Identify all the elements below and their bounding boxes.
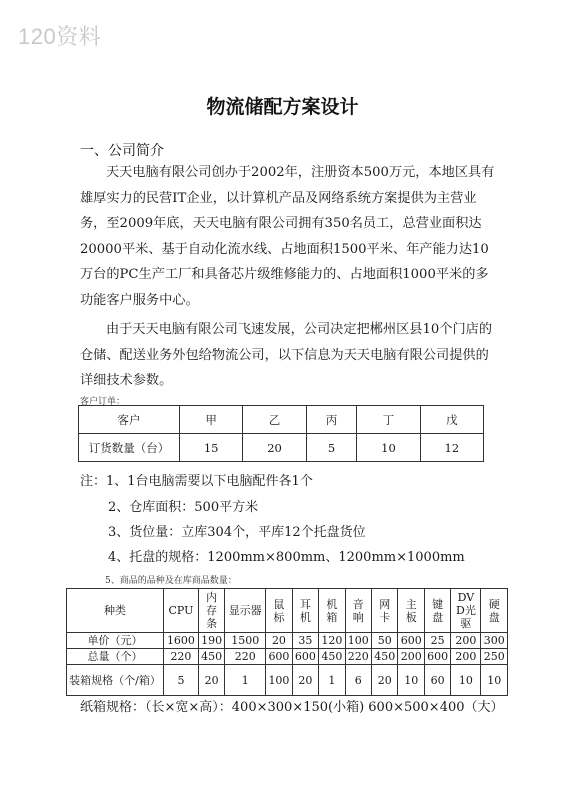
table-cell: 25 — [424, 633, 450, 649]
orders-caption: 客户订单： — [80, 397, 126, 407]
table-cell: 450 — [198, 649, 224, 665]
carton-spec: 纸箱规格：（长×宽×高）：400×300×150(小箱) 600×500×400（大） — [80, 700, 504, 715]
table-cell: 600 — [398, 633, 424, 649]
table-cell: 机箱 — [319, 589, 345, 633]
table-cell: 单价（元） — [67, 633, 164, 649]
table-cell: 190 — [198, 633, 224, 649]
table-cell: 20 — [198, 665, 224, 696]
table-cell: 耳机 — [292, 589, 318, 633]
table-cell: 300 — [481, 633, 508, 649]
table-cell: 220 — [164, 649, 199, 665]
table-cell: 12 — [420, 434, 483, 462]
table-cell: 600 — [424, 649, 450, 665]
table-cell: 20 — [292, 665, 318, 696]
page-title: 物流储配方案设计 — [206, 96, 359, 118]
table-cell: 10 — [451, 665, 481, 696]
table-cell: 20 — [266, 633, 292, 649]
table-row — [67, 665, 508, 696]
table-cell: 订货数量（台） — [79, 434, 180, 462]
table-cell: 100 — [345, 633, 371, 649]
table-cell: 显示器 — [225, 589, 266, 633]
table-cell: 硬盘 — [481, 589, 508, 633]
products-caption: 5、商品的品种及在库商品数量： — [105, 576, 237, 586]
table-cell: 1600 — [164, 633, 199, 649]
table-cell: 网卡 — [372, 589, 398, 633]
table-cell: 10 — [357, 434, 420, 462]
table-cell: 20 — [243, 434, 306, 462]
table-cell: 主板 — [398, 589, 424, 633]
table-cell: 60 — [424, 665, 450, 696]
table-cell: 200 — [451, 649, 481, 665]
table-cell: CPU — [164, 589, 199, 633]
table-cell: 50 — [372, 633, 398, 649]
table-cell: 乙 — [243, 406, 306, 434]
table-cell: 客户 — [79, 406, 180, 434]
company-intro-paragraph: 天天电脑有限公司创办于2002年，注册资本500万元，本地区具有雄厚实力的民营IT企业，以计算机产品及网络系统方案提供为主营业务，至2009年底，天天电脑有限公司拥有350名员工，总营业面积达20000平米、基于自动化流水线、占地面积1500平米、年产能力达10万台的PC生产工厂和具备芯片级维修能力的、占地面积1000平米的多功能客户服务中心。 — [80, 165, 495, 308]
table-cell: 1500 — [225, 633, 266, 649]
table-cell: 甲 — [180, 406, 243, 434]
table-cell: 120 — [319, 633, 345, 649]
table-cell: 450 — [372, 649, 398, 665]
table-cell: 600 — [292, 649, 318, 665]
table-cell: 220 — [225, 649, 266, 665]
table-cell: 戊 — [420, 406, 483, 434]
table-cell: 600 — [266, 649, 292, 665]
table-cell: 10 — [481, 665, 508, 696]
section-heading-company: 一、公司简介 — [80, 143, 164, 159]
note-line: 注：1、1台电脑需要以下电脑配件各1个 — [80, 474, 313, 489]
table-cell: 220 — [345, 649, 371, 665]
table-cell: 5 — [306, 434, 357, 462]
table-row — [67, 649, 508, 665]
table-cell: 丙 — [306, 406, 357, 434]
table-cell: 种类 — [67, 589, 164, 633]
table-cell: 键盘 — [424, 589, 450, 633]
table-cell: 总量（个） — [67, 649, 164, 665]
table-cell: 音响 — [345, 589, 371, 633]
table-cell: 1 — [319, 665, 345, 696]
table-cell: 装箱规格（个/箱） — [67, 665, 164, 696]
table-row — [79, 406, 484, 434]
table-row — [67, 589, 508, 633]
table-cell: 10 — [398, 665, 424, 696]
table-row — [79, 434, 484, 462]
table-cell: 200 — [451, 633, 481, 649]
table-cell: DVD光驱 — [451, 589, 481, 633]
table-cell: 内存条 — [198, 589, 224, 633]
table-cell: 35 — [292, 633, 318, 649]
table-cell: 15 — [180, 434, 243, 462]
table-cell: 6 — [345, 665, 371, 696]
table-cell: 100 — [266, 665, 292, 696]
table-cell: 5 — [164, 665, 199, 696]
watermark: 120资料 — [18, 24, 102, 49]
table-cell: 1 — [225, 665, 266, 696]
table-cell: 鼠标 — [266, 589, 292, 633]
note-line: 2、仓库面积：500平方米 — [108, 500, 259, 515]
table-cell: 450 — [319, 649, 345, 665]
note-line: 3、货位量：立库304个，平库12个托盘货位 — [108, 525, 366, 540]
table-cell: 丁 — [357, 406, 420, 434]
table-row — [67, 633, 508, 649]
products-table — [66, 588, 508, 696]
table-cell: 20 — [372, 665, 398, 696]
customer-orders-table — [78, 405, 484, 462]
table-cell: 250 — [481, 649, 508, 665]
outsourcing-paragraph: 由于天天电脑有限公司飞速发展，公司决定把郴州区县10个门店的仓储、配送业务外包给物流公司，以下信息为天天电脑有限公司提供的详细技术参数。 — [80, 322, 493, 388]
table-cell: 200 — [398, 649, 424, 665]
note-line: 4、托盘的规格：1200mm×800mm、1200mm×1000mm — [108, 550, 465, 565]
